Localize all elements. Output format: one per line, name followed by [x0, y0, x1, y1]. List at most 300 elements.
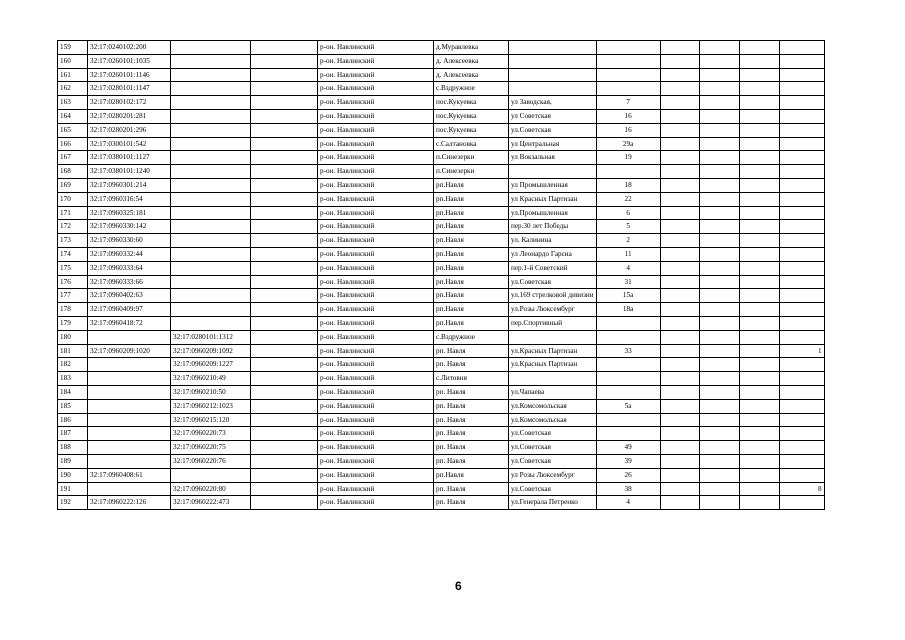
district-cell: р-он. Навлинский — [318, 261, 434, 275]
row-number-cell: 175 — [58, 261, 88, 275]
district-cell: р-он. Навлинский — [318, 303, 434, 317]
cadastral-number-cell — [88, 399, 171, 413]
locality-cell: рп.Навля — [434, 247, 509, 261]
count-cell — [779, 123, 824, 137]
empty-cell — [739, 303, 779, 317]
locality-cell: с.Вздружное — [434, 330, 509, 344]
empty-cell — [739, 234, 779, 248]
street-cell: пер.1-й Советский — [509, 261, 597, 275]
empty-cell — [739, 372, 779, 386]
count-cell — [779, 234, 824, 248]
empty-cell — [251, 192, 318, 206]
street-cell: ул. Калинина — [509, 234, 597, 248]
street-cell: пер.30 лет Победы — [509, 220, 597, 234]
empty-cell — [699, 109, 739, 123]
cadastral-number-2-cell — [171, 234, 251, 248]
district-cell: р-он. Навлинский — [318, 496, 434, 510]
count-cell — [779, 413, 824, 427]
district-cell: р-он. Навлинский — [318, 220, 434, 234]
district-cell: р-он. Навлинский — [318, 330, 434, 344]
empty-cell — [739, 427, 779, 441]
cadastral-number-2-cell: 32:17:0960220:73 — [171, 427, 251, 441]
house-number-cell — [596, 372, 660, 386]
row-number-cell: 177 — [58, 289, 88, 303]
count-cell — [779, 206, 824, 220]
locality-cell: пос.Кукуевка — [434, 109, 509, 123]
row-number-cell: 159 — [58, 41, 88, 55]
cadastral-number-cell — [88, 441, 171, 455]
cadastral-number-cell — [88, 330, 171, 344]
empty-cell — [251, 330, 318, 344]
table-row — [58, 441, 825, 455]
table-row — [58, 54, 825, 68]
house-number-cell: 26 — [596, 468, 660, 482]
house-number-cell: 18 — [596, 178, 660, 192]
street-cell: ул.Советская — [509, 482, 597, 496]
count-cell — [779, 192, 824, 206]
locality-cell: п.Синезерки — [434, 165, 509, 179]
cadastral-number-2-cell: 32:17:0960210:50 — [171, 385, 251, 399]
locality-cell: рп. Навля — [434, 399, 509, 413]
count-cell — [779, 82, 824, 96]
cadastral-number-cell: 32:17:0960222:126 — [88, 496, 171, 510]
cadastral-number-cell: 32:17:0960316:54 — [88, 192, 171, 206]
district-cell: р-он. Навлинский — [318, 385, 434, 399]
row-number-cell: 181 — [58, 344, 88, 358]
row-number-cell: 191 — [58, 482, 88, 496]
cadastral-number-cell: 32:17:0280201:296 — [88, 123, 171, 137]
district-cell: р-он. Навлинский — [318, 399, 434, 413]
row-number-cell: 166 — [58, 137, 88, 151]
row-number-cell: 170 — [58, 192, 88, 206]
street-cell — [509, 82, 597, 96]
empty-cell — [660, 344, 699, 358]
street-cell: ул.Советская — [509, 275, 597, 289]
empty-cell — [251, 96, 318, 110]
empty-cell — [739, 41, 779, 55]
house-number-cell — [596, 358, 660, 372]
empty-cell — [251, 303, 318, 317]
cadastral-number-cell — [88, 482, 171, 496]
table-row — [58, 275, 825, 289]
empty-cell — [660, 151, 699, 165]
empty-cell — [251, 206, 318, 220]
empty-cell — [699, 275, 739, 289]
row-number-cell: 180 — [58, 330, 88, 344]
locality-cell: пос.Кукуевка — [434, 123, 509, 137]
row-number-cell: 184 — [58, 385, 88, 399]
row-number-cell: 182 — [58, 358, 88, 372]
empty-cell — [699, 454, 739, 468]
street-cell: ул.Красных Партизан — [509, 344, 597, 358]
table-row — [58, 482, 825, 496]
empty-cell — [660, 206, 699, 220]
row-number-cell: 171 — [58, 206, 88, 220]
house-number-cell — [596, 413, 660, 427]
locality-cell: рп.Навля — [434, 261, 509, 275]
empty-cell — [739, 275, 779, 289]
district-cell: р-он. Навлинский — [318, 358, 434, 372]
row-number-cell: 190 — [58, 468, 88, 482]
empty-cell — [660, 289, 699, 303]
cadastral-number-cell: 32:17:0280101:1147 — [88, 82, 171, 96]
street-cell: ул Заводская, — [509, 96, 597, 110]
cadastral-number-cell — [88, 358, 171, 372]
table-row — [58, 496, 825, 510]
empty-cell — [251, 41, 318, 55]
house-number-cell — [596, 82, 660, 96]
count-cell — [779, 220, 824, 234]
locality-cell: рп.Навля — [434, 468, 509, 482]
table-row — [58, 344, 825, 358]
street-cell — [509, 165, 597, 179]
house-number-cell — [596, 316, 660, 330]
empty-cell — [660, 399, 699, 413]
district-cell: р-он. Навлинский — [318, 54, 434, 68]
empty-cell — [251, 385, 318, 399]
count-cell — [779, 109, 824, 123]
count-cell — [779, 303, 824, 317]
locality-cell: рп. Навля — [434, 496, 509, 510]
house-number-cell: 6 — [596, 206, 660, 220]
cadastral-number-2-cell — [171, 54, 251, 68]
cadastral-number-2-cell — [171, 82, 251, 96]
count-cell — [779, 151, 824, 165]
empty-cell — [739, 137, 779, 151]
street-cell: ул.169 стрелковой дивизии — [509, 289, 597, 303]
locality-cell: рп. Навля — [434, 482, 509, 496]
empty-cell — [251, 109, 318, 123]
count-cell — [779, 178, 824, 192]
locality-cell: рп. Навля — [434, 427, 509, 441]
locality-cell: рп.Навля — [434, 192, 509, 206]
cadastral-number-2-cell — [171, 206, 251, 220]
house-number-cell — [596, 68, 660, 82]
cadastral-number-cell: 32:17:0260101:1146 — [88, 68, 171, 82]
count-cell: 8 — [779, 482, 824, 496]
cadastral-number-cell — [88, 372, 171, 386]
table-row — [58, 316, 825, 330]
row-number-cell: 172 — [58, 220, 88, 234]
cadastral-number-2-cell — [171, 137, 251, 151]
empty-cell — [739, 289, 779, 303]
row-number-cell: 185 — [58, 399, 88, 413]
cadastral-number-2-cell — [171, 289, 251, 303]
empty-cell — [660, 427, 699, 441]
empty-cell — [660, 96, 699, 110]
street-cell: ул Промышленная — [509, 178, 597, 192]
house-number-cell: 49 — [596, 441, 660, 455]
house-number-cell: 31 — [596, 275, 660, 289]
empty-cell — [251, 413, 318, 427]
table-row — [58, 41, 825, 55]
row-number-cell: 163 — [58, 96, 88, 110]
cadastral-number-2-cell — [171, 41, 251, 55]
empty-cell — [251, 482, 318, 496]
street-cell — [509, 41, 597, 55]
street-cell: ул.Промышленная — [509, 206, 597, 220]
row-number-cell: 192 — [58, 496, 88, 510]
empty-cell — [251, 316, 318, 330]
cadastral-number-cell — [88, 413, 171, 427]
empty-cell — [660, 303, 699, 317]
table-row — [58, 192, 825, 206]
empty-cell — [660, 220, 699, 234]
cadastral-number-2-cell: 32:17:0960210:49 — [171, 372, 251, 386]
cadastral-number-cell: 32:17:0960209:1020 — [88, 344, 171, 358]
house-number-cell: 19 — [596, 151, 660, 165]
table-body — [58, 41, 825, 510]
district-cell: р-он. Навлинский — [318, 316, 434, 330]
empty-cell — [699, 206, 739, 220]
table-row — [58, 399, 825, 413]
count-cell — [779, 358, 824, 372]
cadastral-number-2-cell: 32:17:0960209:1227 — [171, 358, 251, 372]
empty-cell — [699, 413, 739, 427]
empty-cell — [699, 234, 739, 248]
empty-cell — [251, 82, 318, 96]
table-row — [58, 427, 825, 441]
empty-cell — [739, 220, 779, 234]
empty-cell — [739, 192, 779, 206]
cadastral-number-2-cell: 32:17:0960220:76 — [171, 454, 251, 468]
cadastral-number-cell: 32:17:0960402:63 — [88, 289, 171, 303]
cadastral-number-2-cell — [171, 275, 251, 289]
street-cell: ул Советская — [509, 109, 597, 123]
locality-cell: рп.Навля — [434, 316, 509, 330]
street-cell: ул.Чапаева — [509, 385, 597, 399]
empty-cell — [699, 54, 739, 68]
table-row — [58, 385, 825, 399]
empty-cell — [739, 68, 779, 82]
street-cell: ул.Советская — [509, 123, 597, 137]
empty-cell — [739, 261, 779, 275]
street-cell: ул Розы Люксембург — [509, 468, 597, 482]
empty-cell — [699, 220, 739, 234]
empty-cell — [251, 496, 318, 510]
house-number-cell: 4 — [596, 496, 660, 510]
empty-cell — [739, 316, 779, 330]
district-cell: р-он. Навлинский — [318, 109, 434, 123]
empty-cell — [660, 413, 699, 427]
table-row — [58, 303, 825, 317]
locality-cell: рп.Навля — [434, 178, 509, 192]
empty-cell — [699, 165, 739, 179]
locality-cell: п.Синезерки — [434, 151, 509, 165]
locality-cell: с.Литовня — [434, 372, 509, 386]
empty-cell — [660, 68, 699, 82]
locality-cell: рп.Навля — [434, 289, 509, 303]
empty-cell — [251, 137, 318, 151]
cadastral-number-cell: 32:17:0960325:181 — [88, 206, 171, 220]
cadastral-number-cell — [88, 385, 171, 399]
table-row — [58, 413, 825, 427]
locality-cell: д.Муравлевка — [434, 41, 509, 55]
row-number-cell: 160 — [58, 54, 88, 68]
empty-cell — [660, 192, 699, 206]
district-cell: р-он. Навлинский — [318, 275, 434, 289]
district-cell: р-он. Навлинский — [318, 178, 434, 192]
empty-cell — [699, 482, 739, 496]
empty-cell — [739, 358, 779, 372]
locality-cell: с.Вздружное — [434, 82, 509, 96]
empty-cell — [699, 123, 739, 137]
table-row — [58, 372, 825, 386]
empty-cell — [660, 82, 699, 96]
empty-cell — [660, 234, 699, 248]
table-row — [58, 96, 825, 110]
house-number-cell: 11 — [596, 247, 660, 261]
table-row — [58, 82, 825, 96]
district-cell: р-он. Навлинский — [318, 289, 434, 303]
empty-cell — [251, 358, 318, 372]
registry-table — [57, 40, 825, 510]
cadastral-number-cell: 32:17:0960333:64 — [88, 261, 171, 275]
district-cell: р-он. Навлинский — [318, 192, 434, 206]
cadastral-number-cell: 32:17:0960330:142 — [88, 220, 171, 234]
row-number-cell: 173 — [58, 234, 88, 248]
row-number-cell: 168 — [58, 165, 88, 179]
count-cell — [779, 399, 824, 413]
house-number-cell: 29а — [596, 137, 660, 151]
count-cell — [779, 54, 824, 68]
house-number-cell — [596, 54, 660, 68]
row-number-cell: 187 — [58, 427, 88, 441]
street-cell: пер.Спортивный — [509, 316, 597, 330]
house-number-cell: 16 — [596, 123, 660, 137]
empty-cell — [739, 178, 779, 192]
district-cell: р-он. Навлинский — [318, 151, 434, 165]
row-number-cell: 165 — [58, 123, 88, 137]
locality-cell: с.Салтановка — [434, 137, 509, 151]
empty-cell — [739, 82, 779, 96]
district-cell: р-он. Навлинский — [318, 454, 434, 468]
row-number-cell: 186 — [58, 413, 88, 427]
empty-cell — [251, 68, 318, 82]
empty-cell — [660, 137, 699, 151]
street-cell: ул Леонардо Гарсиа — [509, 247, 597, 261]
empty-cell — [739, 496, 779, 510]
table-row — [58, 330, 825, 344]
cadastral-number-2-cell — [171, 192, 251, 206]
table-row — [58, 454, 825, 468]
count-cell — [779, 372, 824, 386]
empty-cell — [739, 109, 779, 123]
empty-cell — [660, 468, 699, 482]
district-cell: р-он. Навлинский — [318, 413, 434, 427]
empty-cell — [739, 247, 779, 261]
cadastral-number-2-cell — [171, 303, 251, 317]
row-number-cell: 178 — [58, 303, 88, 317]
row-number-cell: 167 — [58, 151, 88, 165]
empty-cell — [251, 234, 318, 248]
table-row — [58, 289, 825, 303]
empty-cell — [251, 372, 318, 386]
empty-cell — [699, 358, 739, 372]
district-cell: р-он. Навлинский — [318, 344, 434, 358]
empty-cell — [699, 344, 739, 358]
empty-cell — [699, 303, 739, 317]
empty-cell — [660, 178, 699, 192]
cadastral-number-cell: 32:17:0960408:61 — [88, 468, 171, 482]
table-row — [58, 123, 825, 137]
street-cell: ул.Комсомольская — [509, 413, 597, 427]
count-cell — [779, 275, 824, 289]
count-cell — [779, 454, 824, 468]
district-cell: р-он. Навлинский — [318, 234, 434, 248]
cadastral-number-2-cell: 32:17:0960212:1023 — [171, 399, 251, 413]
cadastral-number-2-cell — [171, 220, 251, 234]
empty-cell — [699, 441, 739, 455]
empty-cell — [699, 372, 739, 386]
cadastral-number-2-cell: 32:17:0960209:1092 — [171, 344, 251, 358]
empty-cell — [699, 82, 739, 96]
empty-cell — [660, 482, 699, 496]
locality-cell: рп. Навля — [434, 413, 509, 427]
empty-cell — [660, 109, 699, 123]
street-cell: ул.Розы Люксембург — [509, 303, 597, 317]
street-cell: ул Красных Партизан — [509, 192, 597, 206]
cadastral-number-cell — [88, 427, 171, 441]
locality-cell: рп. Навля — [434, 344, 509, 358]
district-cell: р-он. Навлинский — [318, 137, 434, 151]
empty-cell — [739, 385, 779, 399]
cadastral-number-cell — [88, 454, 171, 468]
street-cell: ул.Советская — [509, 427, 597, 441]
locality-cell: рп.Навля — [434, 206, 509, 220]
house-number-cell: 33 — [596, 344, 660, 358]
district-cell: р-он. Навлинский — [318, 96, 434, 110]
district-cell: р-он. Навлинский — [318, 427, 434, 441]
empty-cell — [739, 344, 779, 358]
cadastral-number-2-cell — [171, 165, 251, 179]
empty-cell — [699, 247, 739, 261]
district-cell: р-он. Навлинский — [318, 41, 434, 55]
table-row — [58, 358, 825, 372]
empty-cell — [660, 385, 699, 399]
count-cell — [779, 289, 824, 303]
empty-cell — [660, 372, 699, 386]
table-row — [58, 261, 825, 275]
empty-cell — [251, 289, 318, 303]
count-cell — [779, 247, 824, 261]
cadastral-number-cell: 32:17:0960330:60 — [88, 234, 171, 248]
empty-cell — [251, 247, 318, 261]
row-number-cell: 162 — [58, 82, 88, 96]
cadastral-number-cell: 32:17:0280201:281 — [88, 109, 171, 123]
empty-cell — [251, 468, 318, 482]
empty-cell — [699, 385, 739, 399]
cadastral-number-2-cell — [171, 96, 251, 110]
locality-cell: д. Алексеевка — [434, 68, 509, 82]
cadastral-number-2-cell — [171, 151, 251, 165]
cadastral-number-2-cell — [171, 261, 251, 275]
table-row — [58, 68, 825, 82]
row-number-cell: 174 — [58, 247, 88, 261]
empty-cell — [699, 468, 739, 482]
table-row — [58, 178, 825, 192]
empty-cell — [739, 165, 779, 179]
count-cell — [779, 496, 824, 510]
locality-cell: рп. Навля — [434, 441, 509, 455]
cadastral-number-2-cell — [171, 109, 251, 123]
row-number-cell: 164 — [58, 109, 88, 123]
empty-cell — [660, 123, 699, 137]
empty-cell — [660, 261, 699, 275]
cadastral-number-2-cell: 32:17:0960220:80 — [171, 482, 251, 496]
district-cell: р-он. Навлинский — [318, 123, 434, 137]
empty-cell — [739, 151, 779, 165]
